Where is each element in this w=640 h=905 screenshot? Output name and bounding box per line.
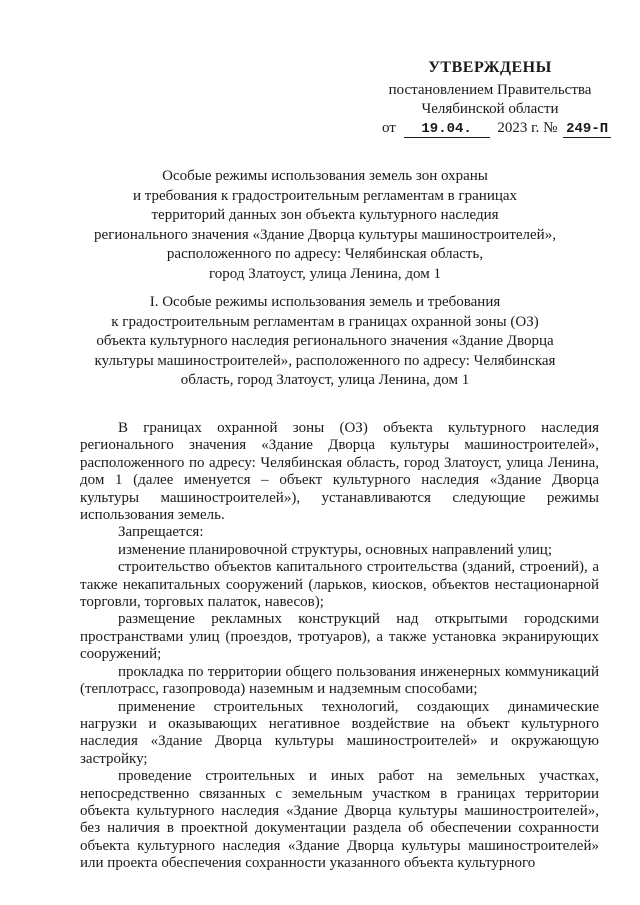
title-line: Особые режимы использования земель зон охраны [162, 168, 488, 184]
title-line: территорий данных зон объекта культурного наследия [151, 207, 499, 223]
approval-line-2: Челябинской области [421, 101, 559, 117]
approval-line-1: постановлением Правительства [388, 82, 592, 98]
section-title-line: культуры машиностроителей», расположенного по адресу: Челябинская [94, 352, 556, 369]
body-paragraph: В границах охранной зоны (ОЗ) объекта культурного наследия регионального значения «Здание Дворца культуры машиностроителей», расположенного по адресу: Челябинская область, город Златоуст, улица Ленина, дом 1 (далее именуется – объект культурного наследия «Здание Дворца культуры машиностроителей»), устанавливаются следующие режимы использования земель. [80, 420, 599, 524]
section-title-line: I. Особые режимы использования земель и требования [149, 294, 501, 310]
section-title-line: объекта культурного наследия регионального значения «Здание Дворца [96, 333, 554, 349]
title-line: и требования к градостроительным регламентам в границах [132, 187, 518, 204]
approval-date: 19.04. [404, 121, 490, 138]
body-paragraph: проведение строительных и иных работ на земельных участках, непосредственно связанных с земельным участком в границах территории объекта культурного наследия «Здание Дворца культуры машиностроителей», без наличия в проектной документации раздела об обеспечении сохранности объекта культурного наследия «Здание Дворца культуры машиностроителей» или проекта обеспечения сохранности указанного объекта культурного [80, 768, 599, 872]
approval-date-line [370, 119, 610, 138]
body-paragraph: строительство объектов капитального строительства (зданий, строений), а также некапитальных сооружений (ларьков, киосков, объектов нестационарной торговли, торговых палаток, навесов); [80, 559, 599, 611]
body-paragraph: Запрещается: [118, 524, 204, 541]
approval-number: 249-П [563, 121, 611, 138]
body-paragraph: применение строительных технологий, создающих динамические нагрузки и оказывающих негативное воздействие на объект культурного наследия «Здание Дворца культуры машиностроителей» и окружающую застройку; [80, 698, 599, 767]
document-title [80, 167, 570, 284]
body-paragraph: изменение планировочной структуры, основных направлений улиц; [118, 541, 553, 558]
section-title [80, 293, 570, 391]
title-line: регионального значения «Здание Дворца культуры машиностроителей», [94, 226, 556, 243]
approval-heading: УТВЕРЖДЕНЫ [428, 59, 552, 76]
approval-prefix: от [382, 120, 396, 136]
title-line: город Златоуст, улица Ленина, дом 1 [208, 265, 442, 282]
body-paragraph: прокладка по территории общего пользования инженерных коммуникаций (теплотрасс, газопровода) наземным и надземным способами; [80, 663, 599, 698]
approval-block [370, 58, 610, 138]
body-paragraph: размещение рекламных конструкций над открытыми городскими пространствами улиц (проездов, тротуаров), а также установка экранирующих сооружений; [80, 611, 599, 663]
document-body [80, 420, 599, 873]
section-title-line: область, город Златоуст, улица Ленина, дом 1 [180, 372, 470, 388]
section-title-line: к градостроительным регламентам в границах охранной зоны (ОЗ) [111, 313, 539, 330]
title-line: расположенного по адресу: Челябинская область, [166, 246, 484, 262]
approval-year-text: 2023 г. № [497, 120, 558, 136]
